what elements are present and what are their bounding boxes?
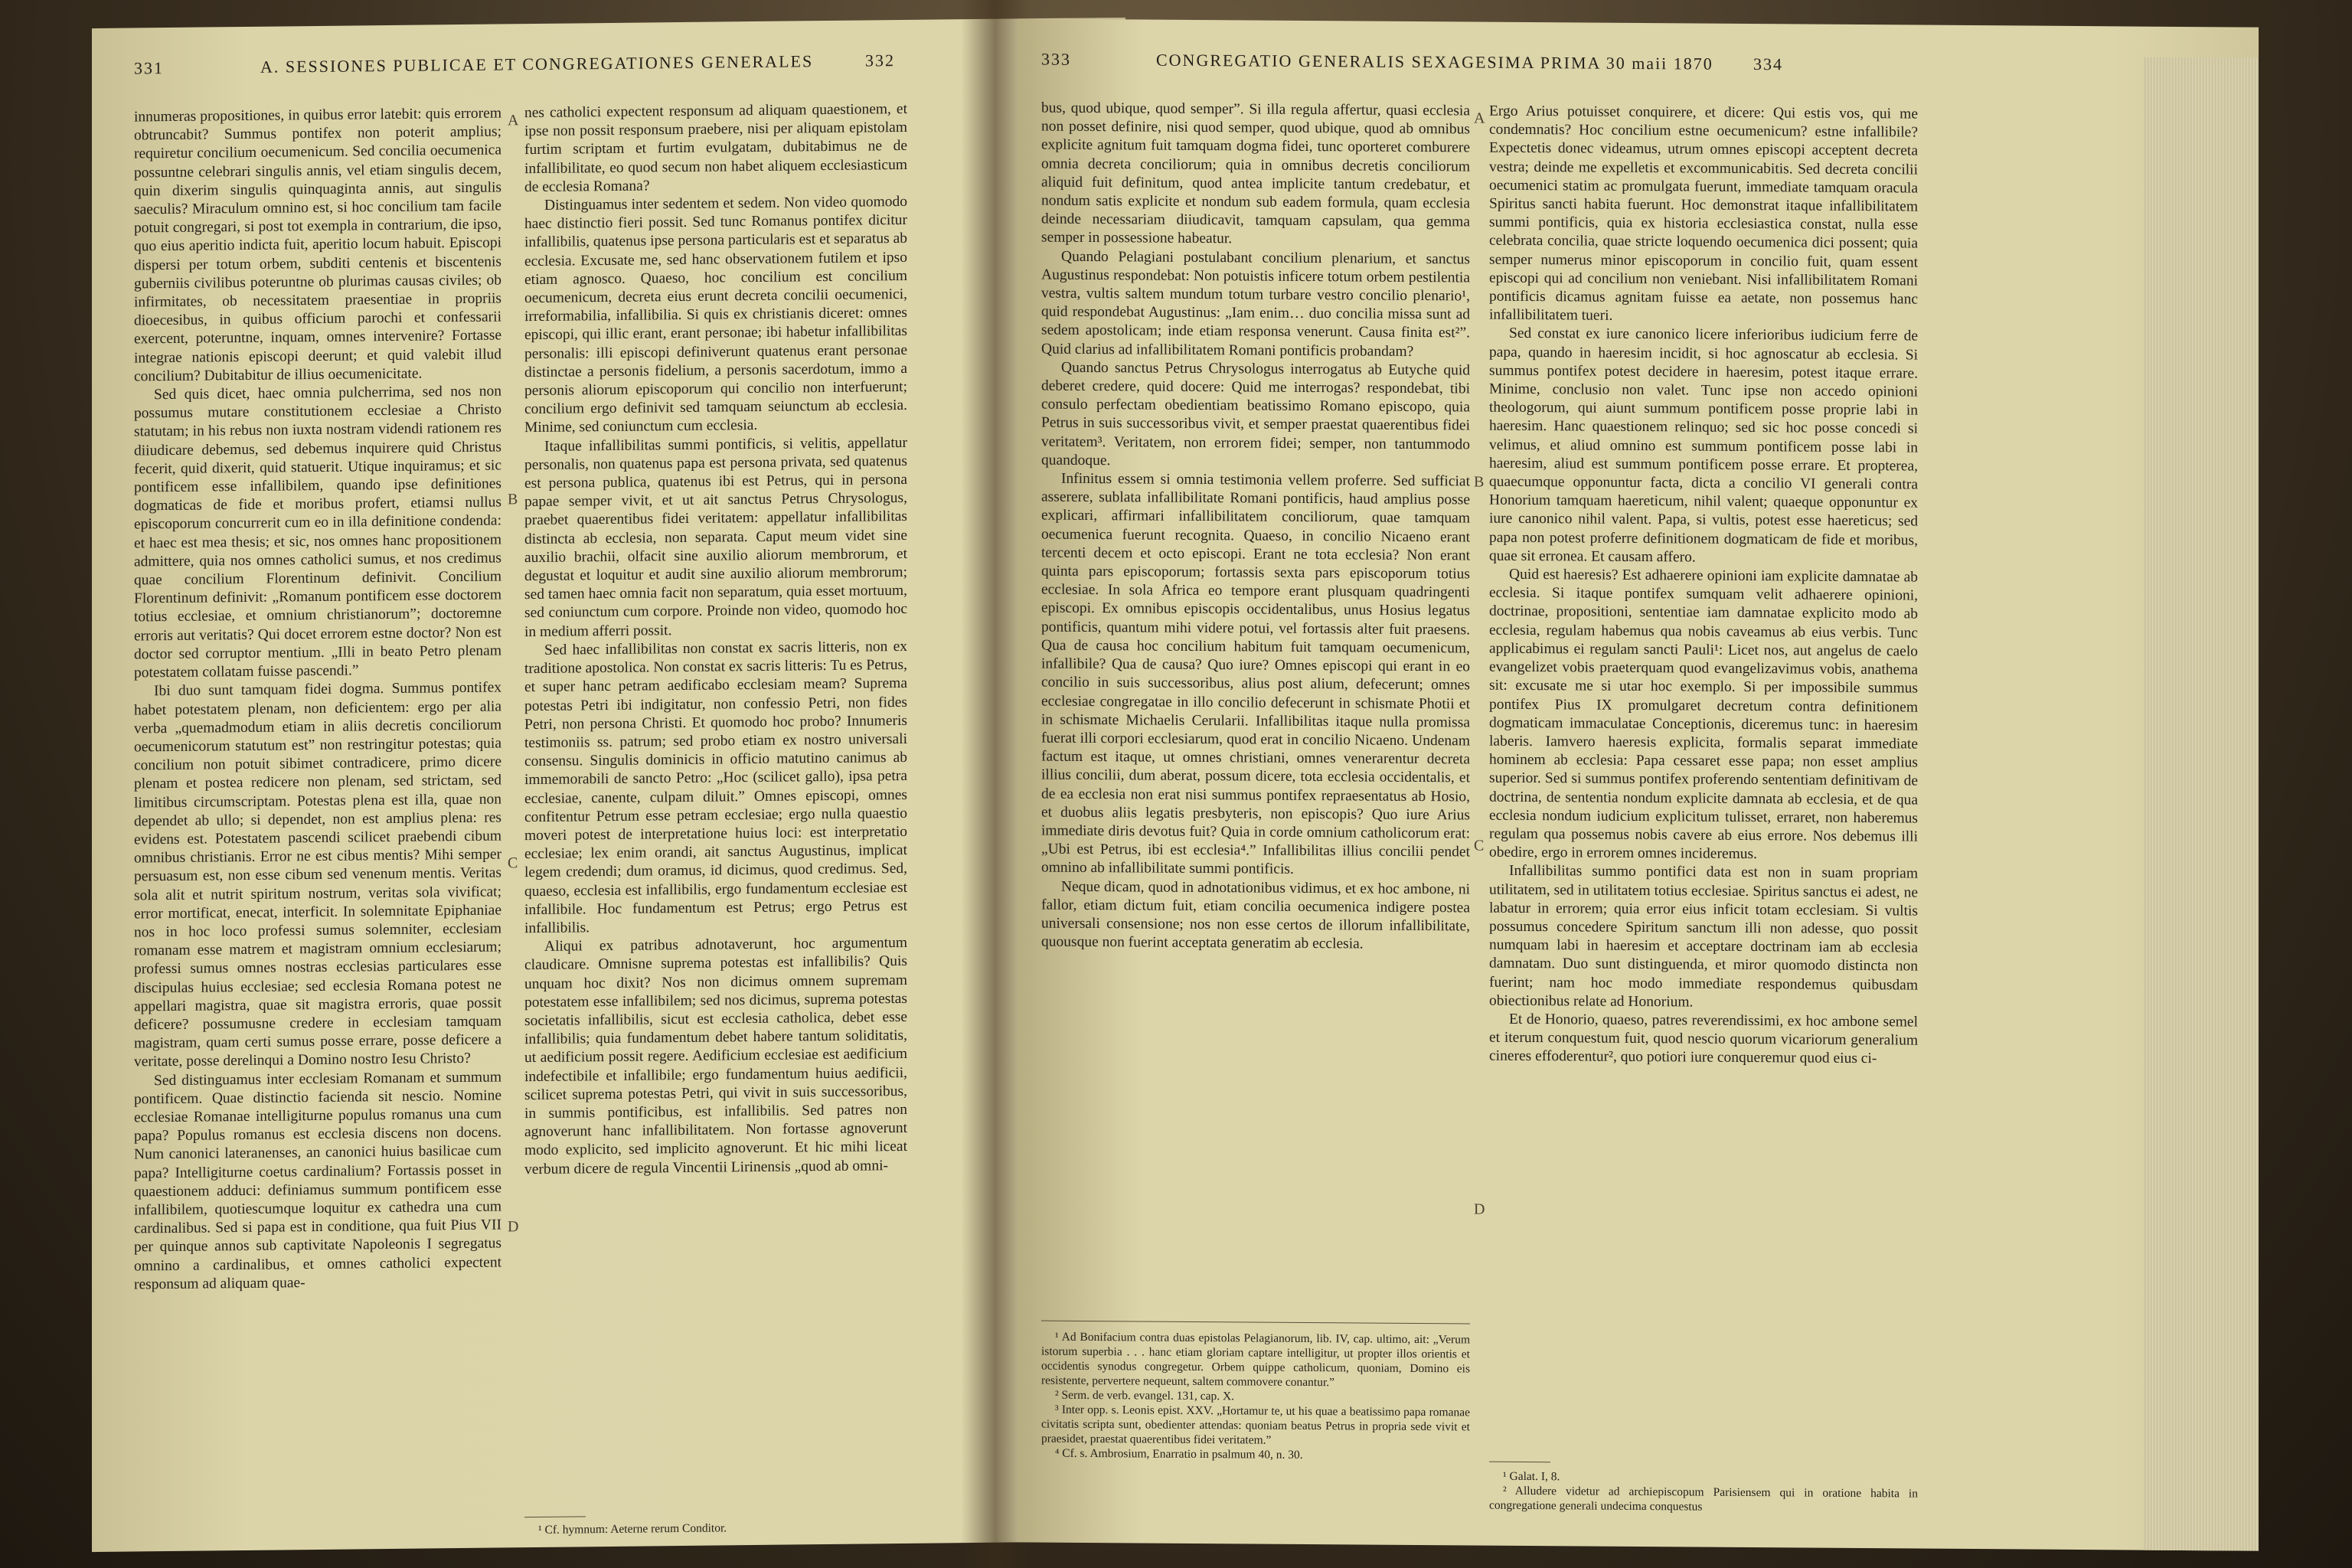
margin-letter-a: A — [508, 112, 519, 129]
right-running-head — [1018, 49, 2259, 88]
margin-letter-b: B — [1474, 473, 1485, 491]
paragraph: Et de Honorio, quaeso, patres reverendissimi, ex hoc ambone semel et iterum conquestum fuit, quod nescio quorum vicariorum generalium cineres effoderentur², quo potiori iure conqueremur quod eius ci- — [1489, 1011, 1918, 1067]
right-footnotes-2 — [1489, 1469, 1918, 1516]
paragraph: Itaque infallibilitas summi pontificis, si velitis, appellatur personalis, non quatenus papa est persona privata, sed quatenus est persona publica, quatenus ibi est Petrus, qui in persona papae semper vivit, et ut ait sanctus Petrus Chrysologus, praebet quaerentibus fidei veritatem: appellatur infallibilitas distincta ab ecclesia, non separata. Caput meum videt sine auxilio brachii, olfacit sine auxilio aliorum membrorum, et degustat et loquitur et audit sine auxilio aliorum membrorum; sed tamen haec omnia facit non separatum, quia esset mortuum, sed coniunctum cum corpore. Proinde non video, quomodo hoc in medium afferri possit. — [524, 434, 907, 640]
right-footnotes-1 — [1041, 1330, 1470, 1464]
page-number-334: 334 — [1753, 54, 1783, 74]
right-column-2 — [1489, 103, 1918, 1453]
footnote: ¹ Ad Bonifacium contra duas epistolas Pelagianorum, lib. IV, cap. ultimo, ait: „Verum istorum superbia . . . hanc etiam gloriam captare intelligitur, ut propter illos orientis et occidentis synodus congregetur. Orbem quippe catholicum, quoniam, Domino eis resistente, pervertere nequeunt, saltem commovere conantur.” — [1041, 1330, 1470, 1390]
right-column-1 — [1041, 100, 1470, 1305]
margin-letter-c: C — [508, 854, 518, 872]
margin-letter-a: A — [1474, 109, 1485, 127]
footnote: ² Serm. de verb. evangel. 131, cap. X. — [1055, 1388, 1235, 1403]
left-column-2 — [524, 100, 907, 1179]
right-running-title: CONGREGATIO GENERALIS SEXAGESIMA PRIMA 30 maii 1870 — [1156, 50, 1713, 74]
footnote: ³ Inter opp. s. Leonis epist. XXV. „Hortamur te, ut his quae a beatissimo papa romanae civitatis scripta sunt, obedienter attendas: quoniam beatus Petrus in propria sede vivit et praesidet, praestat quaerentibus fidei veritatem.” — [1041, 1403, 1470, 1447]
margin-letter-c: C — [1474, 837, 1485, 854]
footnote-rule — [524, 1516, 586, 1517]
footnote: ¹ Cf. hymnum: Aeterne rerum Conditor. — [538, 1521, 727, 1537]
paragraph: Infinitus essem si omnia testimonia vellem proferre. Sed sufficiat asserere, sublata infallibilitate Romani pontificis, haud amplius posse explicari, affirmari infallibilitatem conciliorum, quae tamquam oecumenica fuerunt recognita. Quaeso, in concilio Nicaeno erant tercenti decem et octo episcopi. Erant ne tota ecclesia? Non erant quinta pars episcoporum; fortassis sexta pars episcoporum totius ecclesiae. In sola Africa eo tempore erant plusquam quadringenti episcopi. Ex omnibus episcopis occidentalibus, unus Hosius legatus pontificis, quantum mihi videre potui, vel fortassis alter fuit praesens. Qua de causa hoc concilium habitum fuit tamquam oecumenicum, infallibile? Qua de causa? Quo iure? Omnes episcopi qui erant in eo concilio in suis successoribus, alius post alium, defecerunt; omnes ecclesiae congregatae in illo concilio defecerunt in schismate Photii et in schismate Michaelis Cerularii. Infallibilitas itaque nulla promissa fuerat illi corpori ecclesiarum, quod erat in concilio Nicaeno. Undenam factum est itaque, ut omnes christiani, omnes venerarentur decreta illius concilii, dum aberat, possum dicere, tota ecclesia occidentalis, et de ea ecclesia non erat nisi summus pontifex repraesentatus ab Hosio, et duobus aliis legatis presbyteris, non episcopis? Quo iure Arius immediate diris devotus fuit? Quia in corde omnium catholicorum erat: „Ubi est Petrus, ibi est ecclesia⁴.” Infallibilitas illius concilii pendet omnino ab infallibilitate summi pontificis. — [1041, 470, 1470, 878]
paragraph: nes catholici expectent responsum ad aliquam quaestionem, et ipse non possit responsum praebere, nisi per aliquam epistolam furtim scriptam et furtim evulgatam, dubitabimus ne de infallibilitate, eo quod secum non habet aliquem ecclesiasticum de ecclesia Romana? — [524, 100, 907, 195]
margin-letter-d: D — [508, 1218, 519, 1236]
paragraph: bus, quod ubique, quod semper”. Si illa regula affertur, quasi ecclesia non posset definire, nisi quod semper, quod ubique, quod ab omnibus explicite agnitum fuit tamquam dogma fidei, tunc oporteret comburere omnia decreta conciliorum; quia in omnibus decretis conciliorum aliquid fuit definitum, quod antea implicite tantum credebatur, et nondum satis explicite et nondum sub eadem formula, quam ecclesia deinde necessariam diiudicavit, tamquam capsulam, qua gemma semper in possessione habeatur. — [1041, 100, 1470, 247]
paragraph: Neque dicam, quod in adnotationibus vidimus, et ex hoc ambone, ni fallor, etiam dictum fuit, etiam concilia oecumenica indigere postea universali consensione; nos non esse certos de illorum infallibilitate, quousque non fuerint acceptata generatim ab ecclesia. — [1041, 878, 1470, 952]
paragraph: Quid est haeresis? Est adhaerere opinioni iam explicite damnatae ab ecclesia. Si itaque pontifex sumquam velit adhaerere opinioni, doctrinae, propositioni, sententiae iam damnatae explicito modo ab ecclesia, regulam habemus qua nobis caveamus ab eius verbis. Tunc applicabimus ei regulam sancti Pauli¹: Licet nos, aut angelus de caelo evangelizet vobis praeterquam quod evangelizavimus vobis, anathema sit: excusate me si utar hoc exemplo. Si per impossibile summus pontifex Pius IX promulgaret decretum contra definitionem dogmaticam immaculatae Conceptionis, diceremus tunc: in haeresim laberis. Iamvero haeresis explicita, formalis separat immediate hominem ab ecclesia: Papa cessaret esse papa; non esset amplius superior. Sed si summus pontifex proferendo sententiam definitivam de doctrina, de sententia nondum explicite damnata ab ecclesia, et de qua ecclesia nondum iudicium explicitum tulisset, erraret, non haberemus regulam qua possemus nobis cavere ab eius errore. Nos debemus illi obedire, ergo in errorem omnes incideremus. — [1489, 566, 1918, 863]
paragraph: Aliqui ex patribus adnotaverunt, hoc argumentum claudicare. Omnisne suprema potestas est infallibilis? Quis unquam hoc dixit? Nos non dicimus omnem supremam potestatem esse infallibilem; sed nos dicimus, suprema potestas societatis infallibilis, sicut est ecclesia catholica, debet esse infallibilis; quia fundamentum debet habere tantum soliditatis, ut aedificium possit regere. Aedificium ecclesiae est aedificium indefectibile et infallibile; ergo fundamentum huius aedificii, scilicet suprema potestas Petri, qui vivit in suis successoribus, in summis pontificibus, est infallibilis. Sed patres non agnoverunt hanc infallibilitatem. Non fortasse agnoverunt modo explicito, sed implicito agnoverunt. Et hic mihi liceat verbum dicere de regula Vincentii Lirinensis „quod ab omni- — [524, 935, 907, 1178]
right-page — [1018, 18, 2259, 1550]
paragraph: Sed haec infallibilitas non constat ex sacris litteris, non ex traditione apostolica. Non constat ex sacris litteris: Tu es Petrus, et super hanc petram aedificabo ecclesiam meam? Suprema potestas Petri ibi indigitatur, non confessio Petri, non fides Petri, non persona Christi. Et quomodo hoc probo? Innumeris testimoniis ss. patrum; sed probo etiam ex nostro universali consensu. Singulis dominicis in officio matutino canimus ab immemorabili de sancto Petro: „Hoc (scilicet gallo), ipsa petra ecclesiae, canente, culpam diluit.” Omnes episcopi, omnes confitentur Petrum esse petram ecclesiae; ergo nulla quaestio moveri potest de interpretatione huius loci: est interpretatio ecclesiae; lex enim orandi, ait sanctus Augustinus, implicat legem credendi; dum oramus, id dicimus, quod credimus. Sed, quaeso, ecclesia est infallibilis, ergo fundamentum ecclesiae est infallibile. Hoc fundamentum est Petrus; ergo Petrus est infallibilis. — [524, 638, 907, 937]
margin-letter-b: B — [508, 491, 518, 508]
footnote: ⁴ Cf. s. Ambrosium, Enarratio in psalmum 40, n. 30. — [1055, 1446, 1303, 1462]
left-footnote — [524, 1519, 907, 1537]
page-fore-edge — [2144, 57, 2259, 1551]
footnote-rule — [1041, 1321, 1470, 1325]
paragraph: Distinguamus inter sedentem et sedem. Non video quomodo haec distinctio fieri possit. Sed tunc Romanus pontifex dicitur infallibilis, quatenus ipse persona particularis est et separatus ab ecclesia. Excusate me, sed hanc observationem futilem et ipso etiam agnosco. Quaeso, hoc concilium est concilium oecumenicum, decreta eius erunt decreta concilii oecumenici, irreformabilia, infallibilia. Si quis ex christianis diceret: omnes episcopi, qui illic erant, erant personae; ibi habetur infallibilitas personalis: illi episcopi definiverunt quatenus erant personae distinctae a personis fidelium, a personis sacerdotum, immo a personis aliorum episcoporum qui concilio non interfuerunt; concilium ergo definivit sed tamquam seiunctum ab ecclesia. Minime, sed coniunctum cum ecclesia. — [524, 193, 907, 436]
footnote: ² Alludere videtur ad archiepiscopum Parisiensem qui in oratione habita in congregatione generali undecima conquestus — [1489, 1484, 1918, 1514]
paragraph: innumeras propositiones, in quibus error latebit: quis errorem obtruncabit? Summus pontifex non poterit amplius; requiretur concilium oecumenicum. Sed concilia oecumenica possuntne celebrari singulis annis, vel etiam singulis decem, quin dixerim singulis quinquaginta annis, aut singulis saeculis? Miraculum omnino est, si hoc concilium tam facile potuit congregari, si post tot exempla in contrarium, die ipso, quo eius aperitio indicta fuit, aperitio locum habuit. Episcopi dispersi per totum orbem, subditi centenis et biscentenis guberniis civilibus poteruntne ob plurimas causas civiles; ob infirmitates, ob necessitatem praesentiae in propriis dioecesibus, in quibus officium parochi et confessarii exercent, poteruntne, inquam, omnes intervenire? Fortasse integrae nationis episcopi deerunt; et quid valebit illud concilium? Dubitabitur de illius oecumenicitate. — [134, 105, 501, 385]
page-number-332: 332 — [865, 51, 895, 70]
margin-letter-d: D — [1474, 1200, 1485, 1218]
paragraph: Sed distinguamus inter ecclesiam Romanam et summum pontificem. Quae distinctio facienda sit nescio. Nomine ecclesiae Romanae intelligiturne populus romanus una cum papa? Populus romanus est ecclesia discens non docens. Num canonici lateranenses, an canonici huius basilicae cum papa? Intelligiturne coetus cardinalium? Fortassis posset in quaestionem adduci: definiamus summum pontificem esse infallibilem, quotiescumque loquitur ex cathedra una cum cardinalibus. Sed si papa est in conditione, qua fuit Pius VII per quinque annos sub captivitate Napoleonis I segregatus omnino a cardinalibus, et omnes catholici expectent responsum ad aliquam quae- — [134, 1069, 501, 1293]
paragraph: Sed quis dicet, haec omnia pulcherrima, sed nos non possumus mutare constitutionem ecclesiae a Christo statutam; in his rebus non iuxta nostram videndi rationem res diiudicare debemus, sed debemus inquirere quid Christus fecerit, quid dixerit, quid statuerit. Utique inquiramus; et sic pontificem esse infallibilem, quando ipse definitiones dogmaticas de fide et moribus profert, etiamsi nullus episcoporum concurrerit cum eo in illa definitione condenda: et haec est mea thesis; et sic, nos omnes hanc propositionem admittere, quia nos omnes catholici sumus, et nos credimus quae concilium Florentinum definivit. Concilium Florentinum definivit: „Romanum pontificem esse doctorem totius ecclesiae, et omnium christianorum”; doctoremne erroris aut veritatis? Qui docet errorem estne doctor? Non est doctor sed corruptor mentium. „Illi in beato Petro plenam potestatem collatam fuisse pascendi.” — [134, 383, 501, 681]
left-column-1 — [134, 104, 501, 1294]
page-number-331: 331 — [134, 58, 164, 78]
paragraph: Quando sanctus Petrus Chrysologus interrogatus ab Eutyche quid deberet credere, quid docere: Quid me interrogas? respondebat, tibi consulo perfectam obedientiam beatissimo Romano episcopo, quia Petrus in suis successoribus vivit, et semper praestat quaerentibus fidei veritatem³. Veritatem, non errorem fidei; semper, non tantummodo quandoque. — [1041, 359, 1470, 469]
paragraph: Sed constat ex iure canonico licere inferioribus iudicium ferre de papa, quando in haeresim incidit, si hoc agnoscatur ab ecclesia. Si summus pontifex potest decidere in haeresim, potest itaque errare. Minime, conclusio non valet. Tunc ipse non accedo opinioni theologorum, qui aiunt summum pontificem posse proprie labi in haeresim. Hanc quaestionem relinquo; sed sic hoc posse concedi si velimus, et aliud omnino est summum pontificem posse labi in haeresim, aliud est summum pontificem posse errare. Et propterea, quaecumque opponuntur facta, dicta a concilio VI generali contra Honorium tamquam haereticum, nihil valent; quaeque opponuntur ex iure canonico nihil valent. Papa, si vultis, potest esse haereticus; sed papa non potest proferre definitionem dogmaticam de fide et moribus, quae sit erronea. Et causam affero. — [1489, 325, 1918, 566]
page-number-333: 333 — [1041, 49, 1071, 69]
footnote: ¹ Galat. I, 8. — [1503, 1469, 1560, 1484]
paragraph: Quando Pelagiani postulabant concilium plenarium, et sanctus Augustinus respondebat: Non potuistis inficere totum orbem pestilentia vestra, vultis saltem mundum totum turbare vestro concilio plenario¹, quid respondebat Augustinus: „Iam enim… duo concilia missa sunt ad sedem apostolicam; inde etiam responsa venerunt. Causa finita est²”. Quid clarius ad infallibilitatem Romani pontificis probandam? — [1041, 248, 1470, 360]
paragraph: Ibi duo sunt tamquam fidei dogma. Summus pontifex habet potestatem plenam, non deficientem: ergo per alia verba „quemadmodum etiam in aliis decretis conciliorum oecumenicorum statutum est” non restringitur potestas; quia concilium non potuit sibimet contradicere, primo dicere plenam et postea redicere non plenam, sed strictam, sed limitibus circumscriptam. Potestas plena est illa, quae non dependet ab ullo; si dependet, non est amplius plena: res evidens est. Potestatem pascendi scilicet praebendi cibum omnibus christianis. Error ne est cibus mentis? Mihi semper persuasum est, non esse cibum sed venenum mentis. Veritas sola alit et nutrit spiritum nostrum, veritas sola vivificat; error mortificat, enecat, interficit. In solemnitate Epiphaniae nos in hoc loco professi sumus solemniter, ecclesiam romanam esse matrem et magistram omnium ecclesiarum; professi sumus omnes nostras ecclesias particulares esse discipulas huius ecclesiae; sed ecclesia Romana potest ne appellari magistra, quae sit magistra erroris, quae possit deficere? possumusne credere in ecclesiam tamquam magistram, quam certi sumus posse errare, posse deficere a veritate, posse derelinqui a Domino nostro Iesu Christo? — [134, 679, 501, 1070]
paragraph: Ergo Arius potuisset conquirere, et dicere: Qui estis vos, qui me condemnatis? Hoc concilium estne oecumenicum? estne infallibile? Expectetis donec videamus, utrum omnes episcopi acceptent decreta vestra; deinde me expelletis et excommunicabitis. Sed decreta concilii oecumenici statim ac promulgata fuerunt, immediate tamquam oracula Spiritus sancti habita fuerunt. Hoc demonstrat itaque infallibilitatem summi pontificis, quia ex historia ecclesiastica constat, nulla esse celebrata concilia, quae stricte loquendo oecumenica dici possent; quia semper numerus minor episcoporum in concilio fuit, quam essent episcopi qui ad concilium non veniebant. Nisi infallibilitatem Romani pontificis dicamus agnitam fuisse ea aetate, non possemus hanc infallibilitatem tueri. — [1489, 103, 1918, 324]
left-running-title: A. SESSIONES PUBLICAE ET CONGREGATIONES GENERALES — [260, 51, 814, 77]
footnote-rule — [1489, 1462, 1550, 1463]
paragraph: Infallibilitas summo pontifici data est non in suam propriam utilitatem, sed in utilitatem totius ecclesiae. Spiritus sanctus ei adest, ne labatur in errorem; quia error eius inficit totam ecclesiam. Si vultis possumus concedere Spiritum sanctum illi non adesse, quo possit numquam labi in haeresim et acceptare doctrinam iam ab ecclesia damnatam. Duo sunt distinguenda, et miror quomodo distincta non fuerint; nam hoc modo immediate respondemus quibusdam obiectionibus relate ad Honorium. — [1489, 863, 1918, 1011]
